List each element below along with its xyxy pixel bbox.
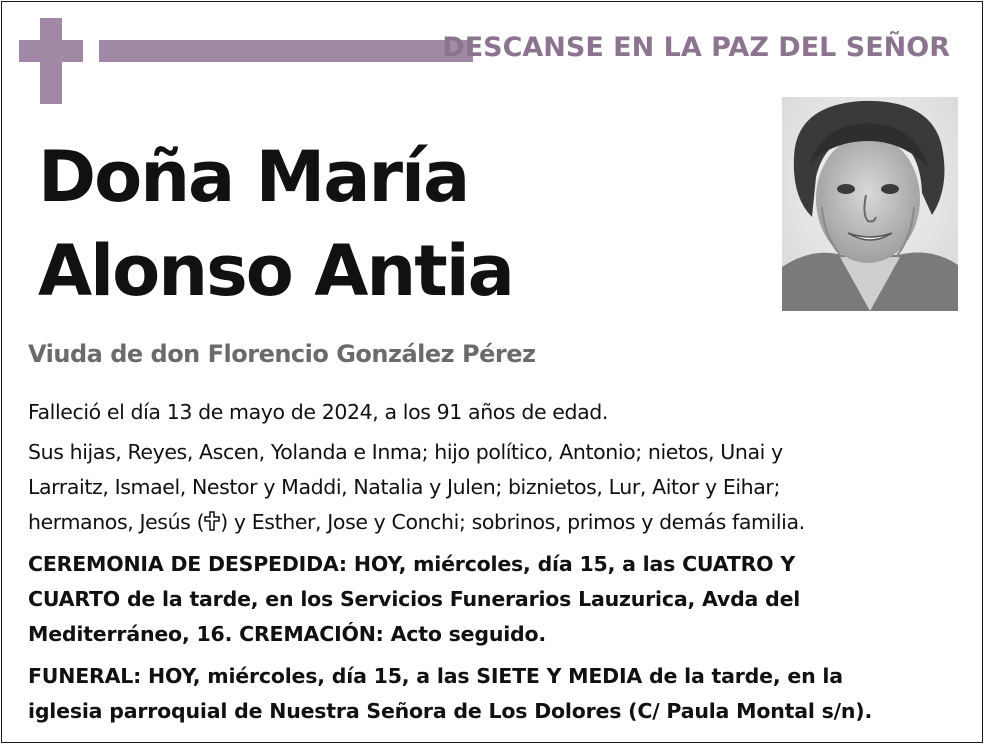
family-line-2: Larraitz, Ismael, Nestor y Maddi, Natalia y Julen; biznietos, Lur, Aitor y Eihar; xyxy=(28,475,780,499)
portrait-photo-image xyxy=(782,97,958,311)
ceremony-line-1: CEREMONIA DE DESPEDIDA: HOY, miércoles, día 15, a las CUATRO Y xyxy=(28,552,795,576)
small-cross-icon xyxy=(204,507,220,542)
funeral-line-1: FUNERAL: HOY, miércoles, día 15, a las SIETE Y MEDIA de la tarde, en la xyxy=(28,664,843,688)
death-notice-paragraph xyxy=(28,395,958,430)
family-line-1: Sus hijas, Reyes, Ascen, Yolanda e Inma; hijo político, Antonio; nietos, Unai y xyxy=(28,440,783,464)
deceased-name-line1: Doña María xyxy=(38,136,469,218)
portrait-photo xyxy=(782,97,958,311)
header-title: DESCANSE EN LA PAZ DEL SEÑOR xyxy=(442,32,950,63)
family-line-3b: ) y Esther, Jose y Conchi; sobrinos, primos y demás familia. xyxy=(220,510,805,534)
obituary-card xyxy=(1,1,983,743)
header-divider-bar xyxy=(99,40,473,62)
deceased-name-line2: Alonso Antia xyxy=(38,230,513,312)
subtitle-widow-of: Viuda de don Florencio González Pérez xyxy=(28,340,536,368)
funeral-paragraph xyxy=(28,659,958,729)
ceremony-line-3: Mediterráneo, 16. CREMACIÓN: Acto seguido. xyxy=(28,622,546,646)
ceremony-line-2: CUARTO de la tarde, en los Servicios Funerarios Lauzurica, Avda del xyxy=(28,587,801,611)
family-line-3a: hermanos, Jesús ( xyxy=(28,510,205,534)
death-notice-line: Falleció el día 13 de mayo de 2024, a los 91 años de edad. xyxy=(28,400,608,424)
funeral-line-2: iglesia parroquial de Nuestra Señora de Los Dolores (C/ Paula Montal s/n). xyxy=(28,699,873,723)
cross-icon-arm xyxy=(19,40,83,62)
family-line-3 xyxy=(28,505,958,542)
family-paragraph xyxy=(28,435,958,542)
ceremony-paragraph xyxy=(28,547,958,652)
